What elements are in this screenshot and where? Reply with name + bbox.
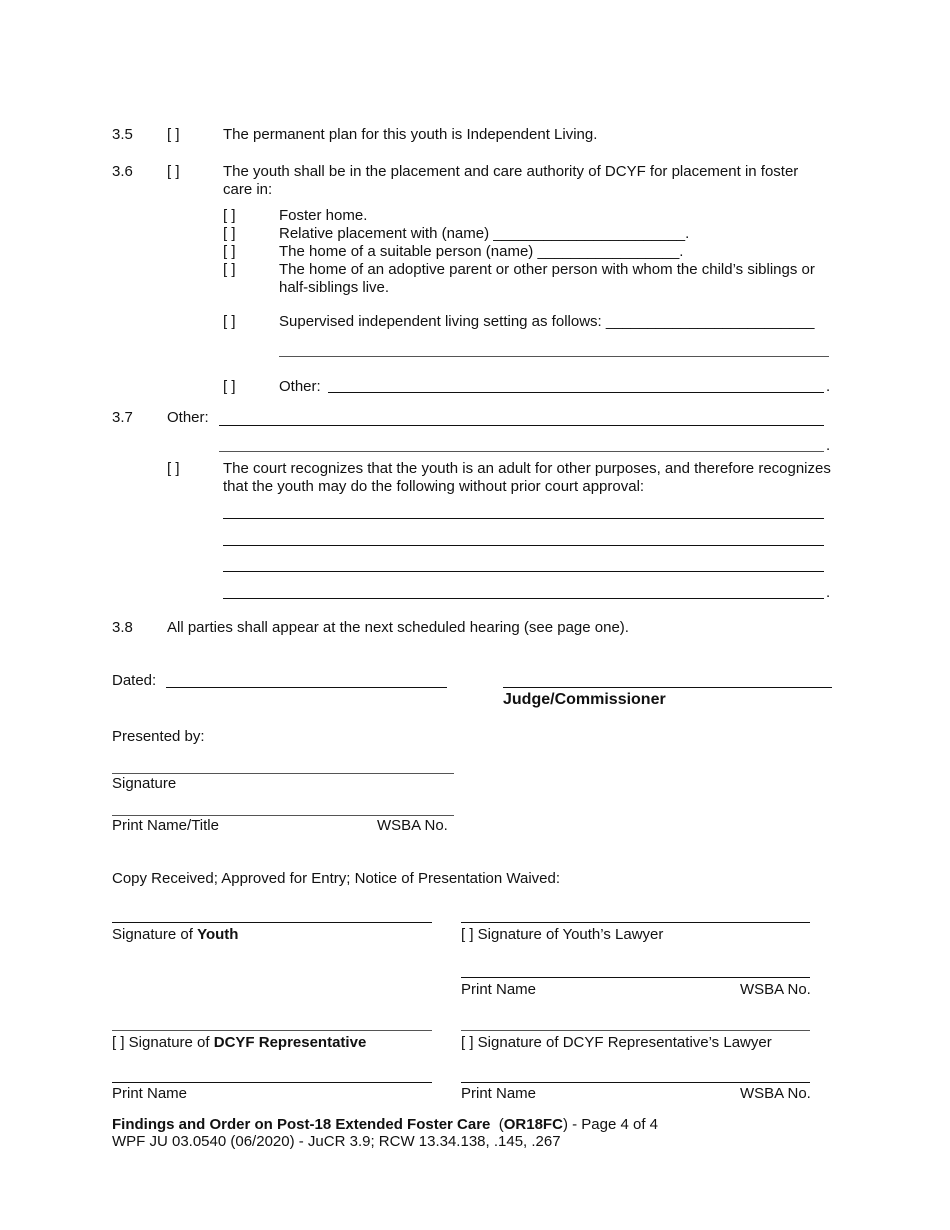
footer-title: Findings and Order on Post-18 Extended Foster Care (OR18FC) - Page 4 of 4 [112, 1116, 658, 1133]
adult-text: The court recognizes that the youth is an adult for other purposes, and therefore recognizes that the youth may do the following without prior court approval: [223, 460, 831, 495]
section-3-8-text: All parties shall appear at the next scheduled hearing (see page one). [167, 619, 629, 636]
copy-received-text: Copy Received; Approved for Entry; Notice of Presentation Waived: [112, 870, 561, 887]
section-3-8-number: 3.8 [112, 619, 133, 636]
section-3-5-checkbox[interactable]: [ ] [167, 126, 180, 143]
youth-lawyer-print-name-line[interactable] [461, 977, 810, 978]
section-3-6-number: 3.6 [112, 163, 133, 180]
adult-line-3[interactable] [223, 571, 824, 572]
option-other-period: . [826, 378, 831, 395]
judge-commissioner-label: Judge/Commissioner [503, 691, 666, 708]
option-foster-home-checkbox[interactable]: [ ] [223, 207, 236, 224]
dated-line[interactable] [166, 687, 447, 688]
section-3-5-number: 3.5 [112, 126, 133, 143]
option-relative-label: Relative placement with (name) _______________________. [279, 225, 690, 242]
supervised-continuation-line[interactable] [279, 356, 829, 357]
adult-line-1[interactable] [223, 518, 824, 519]
presenter-print-name-line[interactable] [112, 815, 454, 816]
option-adoptive-label: The home of an adoptive parent or other person with whom the child’s siblings or half-siblings live. [279, 261, 815, 296]
presenter-print-name-label: Print Name/Title [112, 817, 219, 834]
dcyf-signature-line[interactable] [112, 1030, 432, 1031]
dcyf-signature-label: [ ] Signature of DCYF Representative [112, 1034, 367, 1051]
dcyf-lawyer-print-name-line[interactable] [461, 1082, 810, 1083]
section-3-6-text: The youth shall be in the placement and care authority of DCYF for placement in foster care in: [223, 163, 799, 198]
section-3-7-other-label: Other: [167, 409, 209, 426]
dcyf-lawyer-signature-label: [ ] Signature of DCYF Representative’s Lawyer [461, 1034, 772, 1051]
youth-lawyer-print-name-label: Print Name [461, 981, 537, 998]
youth-lawyer-signature-label: [ ] Signature of Youth’s Lawyer [461, 926, 664, 943]
section-3-7-period: . [826, 437, 831, 454]
option-suitable-person-checkbox[interactable]: [ ] [223, 243, 236, 260]
youth-signature-line[interactable] [112, 922, 432, 923]
option-supervised-checkbox[interactable]: [ ] [223, 313, 236, 330]
section-3-7-number: 3.7 [112, 409, 133, 426]
youth-signature-label: Signature of Youth [112, 926, 239, 943]
youth-lawyer-wsba-label: WSBA No. [740, 981, 811, 998]
option-foster-home-label: Foster home. [279, 207, 368, 224]
option-adoptive-checkbox[interactable]: [ ] [223, 261, 236, 278]
section-3-5-text: The permanent plan for this youth is Independent Living. [223, 126, 598, 143]
dcyf-lawyer-wsba-label: WSBA No. [740, 1085, 811, 1102]
presenter-signature-label: Signature [112, 775, 177, 792]
option-other-checkbox[interactable]: [ ] [223, 378, 236, 395]
dcyf-lawyer-print-name-label: Print Name [461, 1085, 537, 1102]
adult-line-2[interactable] [223, 545, 824, 546]
option-supervised-label: Supervised independent living setting as follows: _________________________ [279, 313, 815, 330]
adult-checkbox[interactable]: [ ] [167, 460, 180, 477]
option-other-line[interactable] [328, 392, 824, 393]
presenter-signature-line[interactable] [112, 773, 454, 774]
judge-signature-line[interactable] [503, 687, 832, 688]
option-other-label: Other: [279, 378, 321, 395]
adult-period: . [826, 584, 831, 601]
footer-form-reference: WPF JU 03.0540 (06/2020) - JuCR 3.9; RCW 13.34.138, .145, .267 [112, 1133, 561, 1150]
presenter-wsba-label: WSBA No. [377, 817, 448, 834]
option-relative-checkbox[interactable]: [ ] [223, 225, 236, 242]
youth-lawyer-signature-line[interactable] [461, 922, 810, 923]
section-3-7-line-2[interactable] [219, 451, 824, 452]
section-3-7-line-1[interactable] [219, 425, 824, 426]
adult-line-4[interactable] [223, 598, 824, 599]
presented-by-label: Presented by: [112, 728, 205, 745]
option-suitable-person-label: The home of a suitable person (name) _________________. [279, 243, 684, 260]
dcyf-print-name-line[interactable] [112, 1082, 432, 1083]
dated-label: Dated: [112, 672, 157, 689]
section-3-6-checkbox[interactable]: [ ] [167, 163, 180, 180]
dcyf-print-name-label: Print Name [112, 1085, 188, 1102]
dcyf-lawyer-signature-line[interactable] [461, 1030, 810, 1031]
